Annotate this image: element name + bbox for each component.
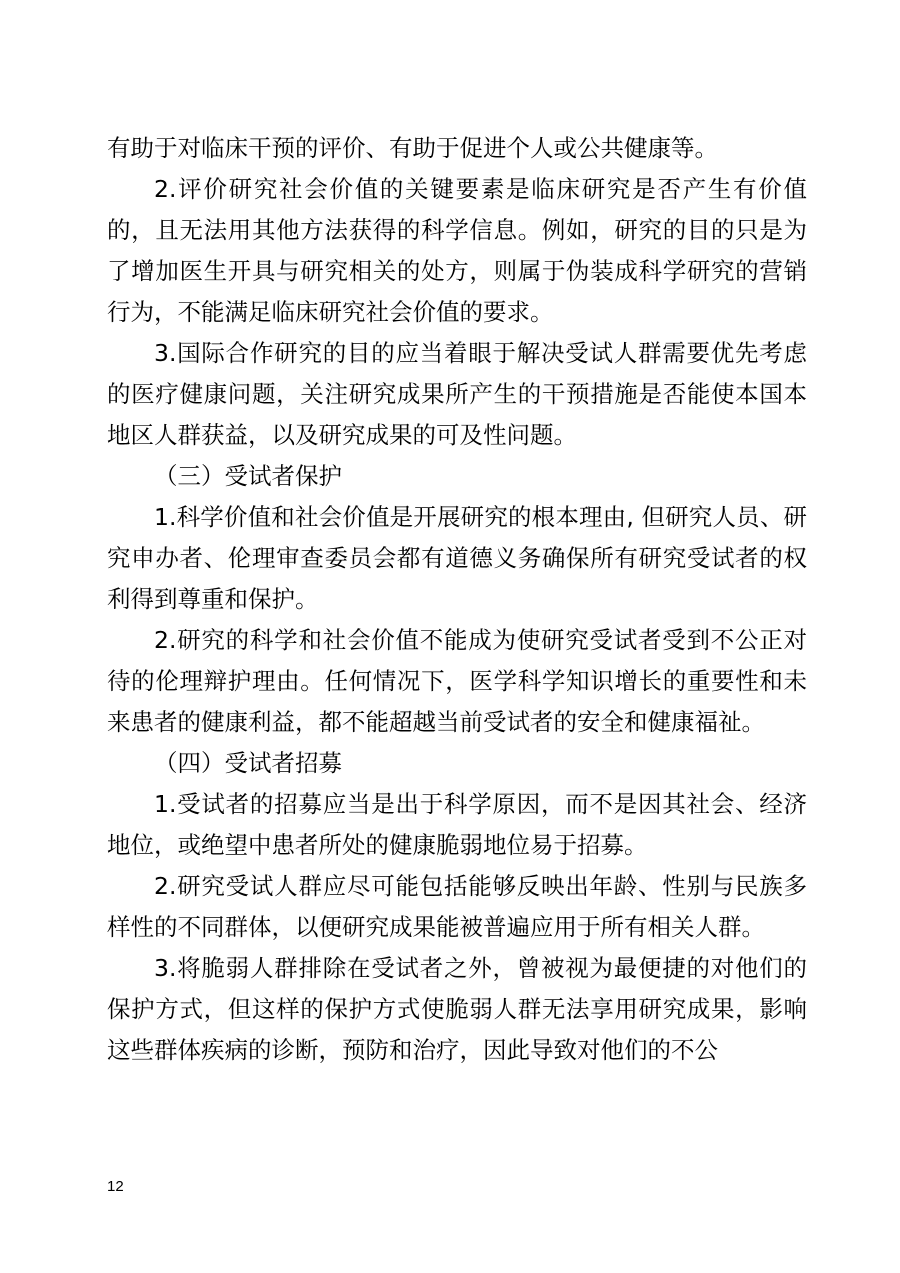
section-heading-subject-protection: （三）受试者保护: [154, 462, 342, 490]
paragraph-recruitment-diversity: 2.研究受试人群应尽可能包括能够反映出年龄、性别与民族多样性的不同群体，以便研究成果能被普遍应用于所有相关人群。: [107, 872, 807, 941]
paragraph-international-cooperation: 3.国际合作研究的目的应当着眼于解决受试人群需要优先考虑的医疗健康问题，关注研究成果所产生的干预措施是否能使本国本地区人群获益，以及研究成果的可及性问题。: [107, 339, 807, 449]
paragraph-protection-priority: 2.研究的科学和社会价值不能成为使研究受试者受到不公正对待的伦理辩护理由。任何情况下，医学科学知识增长的重要性和未来患者的健康利益，都不能超越当前受试者的安全和健康福祉。: [107, 626, 807, 736]
paragraph-protection-duty: 1.科学价值和社会价值是开展研究的根本理由, 但研究人员、研究申办者、伦理审查委员会都有道德义务确保所有研究受试者的权利得到尊重和保护。: [107, 503, 807, 613]
section-heading-subject-recruitment: （四）受试者招募: [154, 749, 342, 777]
page-number: 12: [107, 1178, 124, 1195]
paragraph-recruitment-reason: 1.受试者的招募应当是出于科学原因，而不是因其社会、经济地位，或绝望中患者所处的健康脆弱地位易于招募。: [107, 790, 807, 859]
paragraph-continuation: 有助于对临床干预的评价、有助于促进个人或公共健康等。: [107, 134, 718, 162]
paragraph-vulnerable-groups: 3.将脆弱人群排除在受试者之外，曾被视为最便捷的对他们的保护方式，但这样的保护方式使脆弱人群无法享用研究成果，影响这些群体疾病的诊断，预防和治疗，因此导致对他们的不公: [107, 954, 807, 1064]
paragraph-social-value-key-elements: 2.评价研究社会价值的关键要素是临床研究是否产生有价值的，且无法用其他方法获得的科学信息。例如，研究的目的只是为了增加医生开具与研究相关的处方，则属于伪装成科学研究的营销行为，不能满足临床研究社会价值的要求。: [107, 175, 807, 326]
page-body: [107, 128, 807, 1071]
